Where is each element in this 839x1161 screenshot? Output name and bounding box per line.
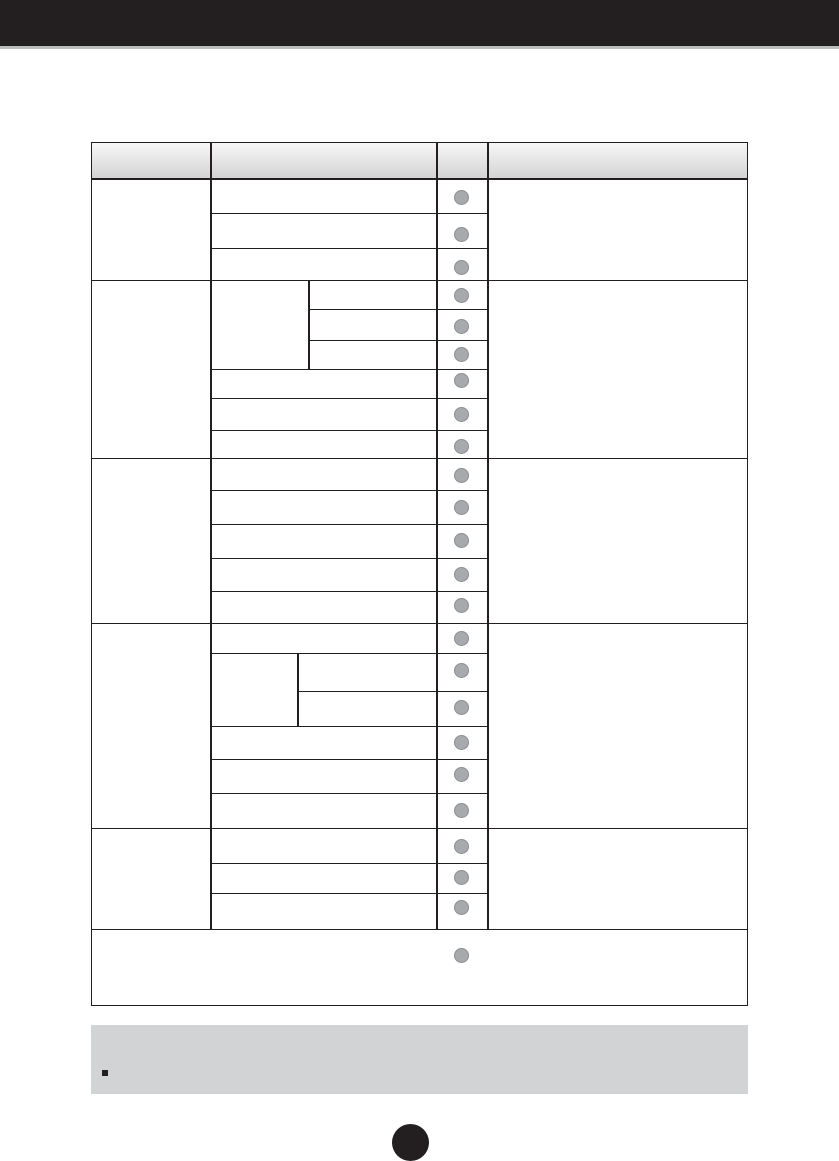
row-separator <box>211 248 488 249</box>
row-separator <box>211 893 488 894</box>
support-dot <box>454 663 469 678</box>
row-separator <box>211 653 488 654</box>
support-dot <box>454 631 469 646</box>
row-separator <box>211 398 488 399</box>
group-separator <box>92 623 747 624</box>
row-separator <box>211 863 488 864</box>
support-dot <box>454 948 469 963</box>
row-separator <box>211 490 488 491</box>
row-separator <box>211 369 488 370</box>
header-stripe <box>0 46 839 49</box>
column-divider <box>210 180 212 930</box>
column-divider <box>436 180 438 930</box>
row-separator <box>309 340 488 341</box>
row-separator <box>309 309 488 310</box>
header-divider <box>436 143 438 180</box>
support-dot <box>454 288 469 303</box>
support-dot <box>454 598 469 613</box>
header-divider <box>210 143 212 180</box>
support-dot <box>454 439 469 454</box>
note-box <box>91 1025 748 1094</box>
note-bullet <box>102 1070 108 1076</box>
support-dot <box>454 227 469 242</box>
support-dot <box>454 319 469 334</box>
support-dot <box>454 533 469 548</box>
row-separator <box>211 430 488 431</box>
column-divider <box>487 180 489 930</box>
group-separator <box>92 458 747 459</box>
menu-table <box>91 142 748 1006</box>
row-separator <box>211 793 488 794</box>
row-separator <box>298 691 488 692</box>
group-separator <box>92 828 747 829</box>
row-separator <box>211 524 488 525</box>
support-dot <box>454 260 469 275</box>
group-separator <box>92 280 747 281</box>
support-dot <box>454 347 469 362</box>
row-separator <box>211 591 488 592</box>
support-dot <box>454 190 469 205</box>
page-number-badge <box>392 1124 429 1161</box>
header-bar <box>0 0 839 46</box>
support-dot <box>454 735 469 750</box>
header-divider <box>487 143 489 180</box>
support-dot <box>454 900 469 915</box>
support-dot <box>454 839 469 854</box>
support-dot <box>454 407 469 422</box>
support-dot <box>454 468 469 483</box>
row-separator <box>211 759 488 760</box>
support-dot <box>454 567 469 582</box>
support-dot <box>454 373 469 388</box>
group-separator <box>92 929 747 930</box>
row-separator <box>211 213 488 214</box>
table-header-row <box>92 143 747 180</box>
support-dot <box>454 767 469 782</box>
sub-divider <box>308 280 310 369</box>
row-separator <box>211 726 488 727</box>
support-dot <box>454 700 469 715</box>
sub-divider <box>297 653 299 726</box>
row-separator <box>211 558 488 559</box>
support-dot <box>454 500 469 515</box>
support-dot <box>454 803 469 818</box>
support-dot <box>454 870 469 885</box>
